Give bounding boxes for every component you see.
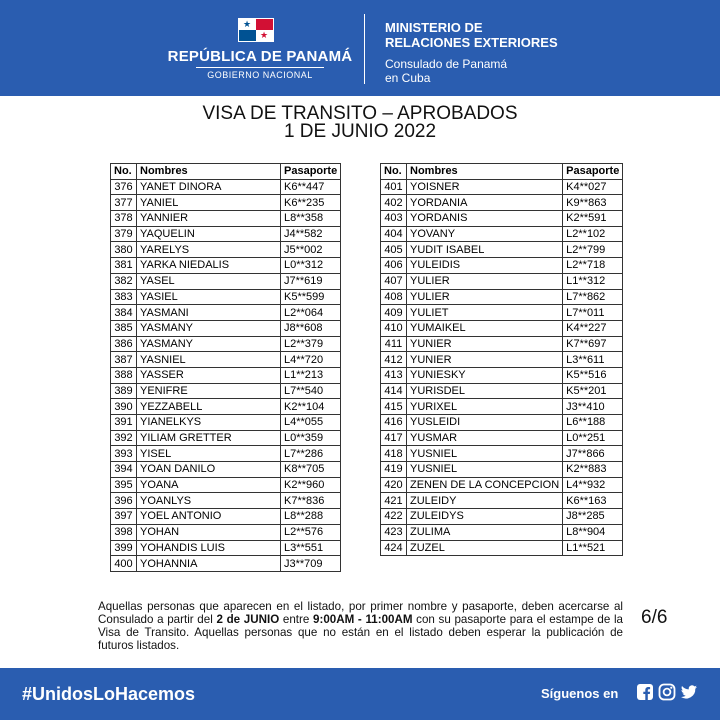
social-icons (636, 683, 698, 701)
row-passport: L8**288 (281, 509, 341, 525)
table-row (111, 415, 341, 431)
table-row (111, 430, 341, 446)
facebook-icon[interactable] (636, 683, 654, 701)
row-name: YUNIER (407, 336, 563, 352)
note-part1: Aquellas personas que aparecen en el listado, por primer nombre y pasaporte, deben acercarse al Consulado a partir del (98, 600, 623, 626)
row-passport: L4**055 (281, 415, 341, 431)
row-number: 383 (111, 289, 137, 305)
row-number: 423 (381, 524, 407, 540)
row-name: YASIEL (137, 289, 281, 305)
note-hours: 9:00AM - 11:00AM (313, 613, 413, 626)
row-name: YOHANNIA (137, 556, 281, 572)
table-row (381, 415, 623, 431)
row-number: 408 (381, 289, 407, 305)
row-number: 424 (381, 540, 407, 556)
row-name: YUSLEIDI (407, 415, 563, 431)
table-row (381, 540, 623, 556)
row-number: 390 (111, 399, 137, 415)
row-name: YORDANIA (407, 195, 563, 211)
row-number: 401 (381, 179, 407, 195)
row-number: 388 (111, 367, 137, 383)
row-number: 397 (111, 509, 137, 525)
row-passport: L3**551 (281, 540, 341, 556)
row-name: YURIXEL (407, 399, 563, 415)
header-rule (196, 67, 324, 68)
row-name: ZUZEL (407, 540, 563, 556)
row-passport: L2**799 (563, 242, 623, 258)
row-number: 399 (111, 540, 137, 556)
row-name: YOANA (137, 477, 281, 493)
row-passport: L2**576 (281, 524, 341, 540)
row-passport: J7**866 (563, 446, 623, 462)
row-number: 393 (111, 446, 137, 462)
row-number: 381 (111, 258, 137, 274)
row-number: 418 (381, 446, 407, 462)
row-passport: K4**027 (563, 179, 623, 195)
row-name: YOHAN (137, 524, 281, 540)
row-passport: J3**709 (281, 556, 341, 572)
row-name: YUNIER (407, 352, 563, 368)
row-name: YEZZABELL (137, 399, 281, 415)
row-number: 403 (381, 211, 407, 227)
table-row (381, 399, 623, 415)
row-name: YASEL (137, 273, 281, 289)
row-name: YOISNER (407, 179, 563, 195)
row-number: 412 (381, 352, 407, 368)
row-passport: L4**932 (563, 477, 623, 493)
row-number: 420 (381, 477, 407, 493)
table-row (111, 556, 341, 572)
row-name: YUSMAR (407, 430, 563, 446)
row-number: 379 (111, 226, 137, 242)
table-row (381, 336, 623, 352)
row-passport: K2**883 (563, 462, 623, 478)
note-part2: entre (279, 613, 314, 626)
approved-list-right (380, 163, 623, 556)
row-passport: L1**312 (563, 273, 623, 289)
table-row (111, 352, 341, 368)
consulate-line1: Consulado de Panamá (385, 57, 508, 71)
table-row (381, 320, 623, 336)
table-row (381, 462, 623, 478)
row-passport: J3**410 (563, 399, 623, 415)
row-passport: K6**235 (281, 195, 341, 211)
row-passport: J8**608 (281, 320, 341, 336)
row-passport: L0**251 (563, 430, 623, 446)
header-divider (364, 14, 365, 84)
government-label: GOBIERNO NACIONAL (207, 70, 313, 80)
table-row (111, 462, 341, 478)
table-row (381, 367, 623, 383)
row-number: 414 (381, 383, 407, 399)
table-row (111, 336, 341, 352)
ministry-name (385, 20, 558, 50)
row-name: ZULEIDYS (407, 509, 563, 525)
ministry-line1: MINISTERIO DE (385, 20, 483, 35)
table-row (381, 383, 623, 399)
table-row (381, 273, 623, 289)
row-passport: K5**201 (563, 383, 623, 399)
row-number: 415 (381, 399, 407, 415)
note-date: 2 de JUNIO (216, 613, 280, 626)
table-row (381, 352, 623, 368)
table-row (111, 399, 341, 415)
row-passport: K8**705 (281, 462, 341, 478)
row-passport: K7**836 (281, 493, 341, 509)
row-number: 413 (381, 367, 407, 383)
row-name: YOAN DANILO (137, 462, 281, 478)
table-row (111, 493, 341, 509)
row-passport: K4**227 (563, 320, 623, 336)
row-number: 422 (381, 509, 407, 525)
header-banner (0, 0, 720, 96)
row-number: 391 (111, 415, 137, 431)
row-number: 396 (111, 493, 137, 509)
footer-banner (0, 668, 720, 720)
row-name: YOVANY (407, 226, 563, 242)
table-row (381, 289, 623, 305)
row-number: 384 (111, 305, 137, 321)
approved-list-left (110, 163, 341, 572)
twitter-icon[interactable] (680, 683, 698, 701)
row-number: 417 (381, 430, 407, 446)
row-passport: L3**611 (563, 352, 623, 368)
row-name: YUMAIKEL (407, 320, 563, 336)
row-name: YULEIDIS (407, 258, 563, 274)
table-row (381, 211, 623, 227)
table-row (111, 367, 341, 383)
instructions-note (98, 600, 623, 652)
row-number: 404 (381, 226, 407, 242)
row-passport: L1**521 (563, 540, 623, 556)
follow-label: Síguenos en (541, 686, 619, 701)
row-number: 398 (111, 524, 137, 540)
row-number: 378 (111, 211, 137, 227)
table-row (381, 493, 623, 509)
hashtag: #UnidosLoHacemos (22, 684, 196, 704)
row-number: 382 (111, 273, 137, 289)
row-name: YULIER (407, 289, 563, 305)
consulate-name (385, 57, 507, 85)
row-name: YILIAM GRETTER (137, 430, 281, 446)
table-row (111, 524, 341, 540)
row-number: 407 (381, 273, 407, 289)
row-passport: L7**011 (563, 305, 623, 321)
row-number: 394 (111, 462, 137, 478)
panama-flag-icon: ★ ★ (238, 18, 274, 42)
table-row (381, 258, 623, 274)
row-number: 400 (111, 556, 137, 572)
row-passport: L0**359 (281, 430, 341, 446)
country-name: REPÚBLICA DE PANAMÁ (167, 48, 353, 65)
row-passport: K9**863 (563, 195, 623, 211)
row-number: 380 (111, 242, 137, 258)
row-number: 395 (111, 477, 137, 493)
row-number: 402 (381, 195, 407, 211)
row-number: 376 (111, 179, 137, 195)
table-header-row (111, 164, 341, 180)
row-number: 385 (111, 320, 137, 336)
row-passport: K7**697 (563, 336, 623, 352)
row-number: 377 (111, 195, 137, 211)
document-title: VISA DE TRANSITO – APROBADOS (202, 103, 518, 124)
table-row (381, 179, 623, 195)
row-name: YIANELKYS (137, 415, 281, 431)
row-name: YULIER (407, 273, 563, 289)
table-row (381, 430, 623, 446)
row-name: YORDANIS (407, 211, 563, 227)
table-row (111, 509, 341, 525)
row-passport: J4**582 (281, 226, 341, 242)
row-name: YOANLYS (137, 493, 281, 509)
row-passport: L7**286 (281, 446, 341, 462)
row-passport: L8**904 (563, 524, 623, 540)
row-passport: L2**718 (563, 258, 623, 274)
row-passport: L7**862 (563, 289, 623, 305)
table-header-row (381, 164, 623, 180)
table-row (381, 446, 623, 462)
row-number: 406 (381, 258, 407, 274)
row-name: YASMANY (137, 336, 281, 352)
row-number: 416 (381, 415, 407, 431)
table-row (381, 524, 623, 540)
row-name: YUSNIEL (407, 446, 563, 462)
row-name: YURISDEL (407, 383, 563, 399)
row-number: 392 (111, 430, 137, 446)
table-row (111, 289, 341, 305)
row-name: YASNIEL (137, 352, 281, 368)
ministry-line2: RELACIONES EXTERIORES (385, 35, 558, 50)
row-name: YENIFRE (137, 383, 281, 399)
row-name: YARKA NIEDALIS (137, 258, 281, 274)
row-name: YOEL ANTONIO (137, 509, 281, 525)
row-name: ZULEIDY (407, 493, 563, 509)
row-passport: L2**102 (563, 226, 623, 242)
table-row (111, 305, 341, 321)
table-row (111, 179, 341, 195)
row-passport: K2**104 (281, 399, 341, 415)
row-name: YUSNIEL (407, 462, 563, 478)
row-passport: L0**312 (281, 258, 341, 274)
table-row (111, 273, 341, 289)
row-name: YUDIT ISABEL (407, 242, 563, 258)
row-name: YOHANDIS LUIS (137, 540, 281, 556)
row-name: YISEL (137, 446, 281, 462)
header-names: Nombres (137, 164, 281, 180)
row-number: 389 (111, 383, 137, 399)
header-passport: Pasaporte (281, 164, 341, 180)
consulate-line2: en Cuba (385, 71, 431, 85)
header-no: No. (381, 164, 407, 180)
row-passport: K2**960 (281, 477, 341, 493)
row-number: 410 (381, 320, 407, 336)
header-names: Nombres (407, 164, 563, 180)
row-number: 419 (381, 462, 407, 478)
row-passport: K5**599 (281, 289, 341, 305)
row-passport: K6**163 (563, 493, 623, 509)
row-passport: L2**064 (281, 305, 341, 321)
row-passport: K6**447 (281, 179, 341, 195)
table-row (111, 226, 341, 242)
table-row (381, 242, 623, 258)
row-name: YAQUELIN (137, 226, 281, 242)
table-row (381, 226, 623, 242)
row-passport: J8**285 (563, 509, 623, 525)
document-date: 1 DE JUNIO 2022 (283, 121, 437, 142)
row-name: YASMANI (137, 305, 281, 321)
table-row (111, 477, 341, 493)
row-name: ZENEN DE LA CONCEPCION (407, 477, 563, 493)
row-name: YASSER (137, 367, 281, 383)
row-passport: J7**619 (281, 273, 341, 289)
row-number: 421 (381, 493, 407, 509)
row-name: YASMANY (137, 320, 281, 336)
table-row (381, 509, 623, 525)
note-part3: con su pasaporte para el estampe de la Visa de Transito. Aquellas personas que no están en el listado deben esperar la publicación de futuros listados. (98, 613, 623, 652)
row-passport: L2**379 (281, 336, 341, 352)
row-passport: L4**720 (281, 352, 341, 368)
table-row (111, 540, 341, 556)
row-name: YANET DINORA (137, 179, 281, 195)
row-passport: K5**516 (563, 367, 623, 383)
table-row (111, 242, 341, 258)
row-number: 386 (111, 336, 137, 352)
table-row (381, 305, 623, 321)
row-passport: L7**540 (281, 383, 341, 399)
table-row (381, 195, 623, 211)
row-name: YULIET (407, 305, 563, 321)
row-name: YANIEL (137, 195, 281, 211)
row-name: YARELYS (137, 242, 281, 258)
row-passport: L8**358 (281, 211, 341, 227)
header-no: No. (111, 164, 137, 180)
page-indicator: 6/6 (641, 607, 668, 628)
table-row (111, 211, 341, 227)
table-row (381, 477, 623, 493)
header-passport: Pasaporte (563, 164, 623, 180)
row-passport: L6**188 (563, 415, 623, 431)
row-passport: L1**213 (281, 367, 341, 383)
row-number: 411 (381, 336, 407, 352)
table-row (111, 195, 341, 211)
table-row (111, 446, 341, 462)
row-name: ZULIMA (407, 524, 563, 540)
table-row (111, 320, 341, 336)
row-number: 387 (111, 352, 137, 368)
row-passport: J5**002 (281, 242, 341, 258)
instagram-icon[interactable] (658, 683, 676, 701)
table-row (111, 383, 341, 399)
row-name: YUNIESKY (407, 367, 563, 383)
row-passport: K2**591 (563, 211, 623, 227)
row-name: YANNIER (137, 211, 281, 227)
row-number: 409 (381, 305, 407, 321)
table-row (111, 258, 341, 274)
row-number: 405 (381, 242, 407, 258)
